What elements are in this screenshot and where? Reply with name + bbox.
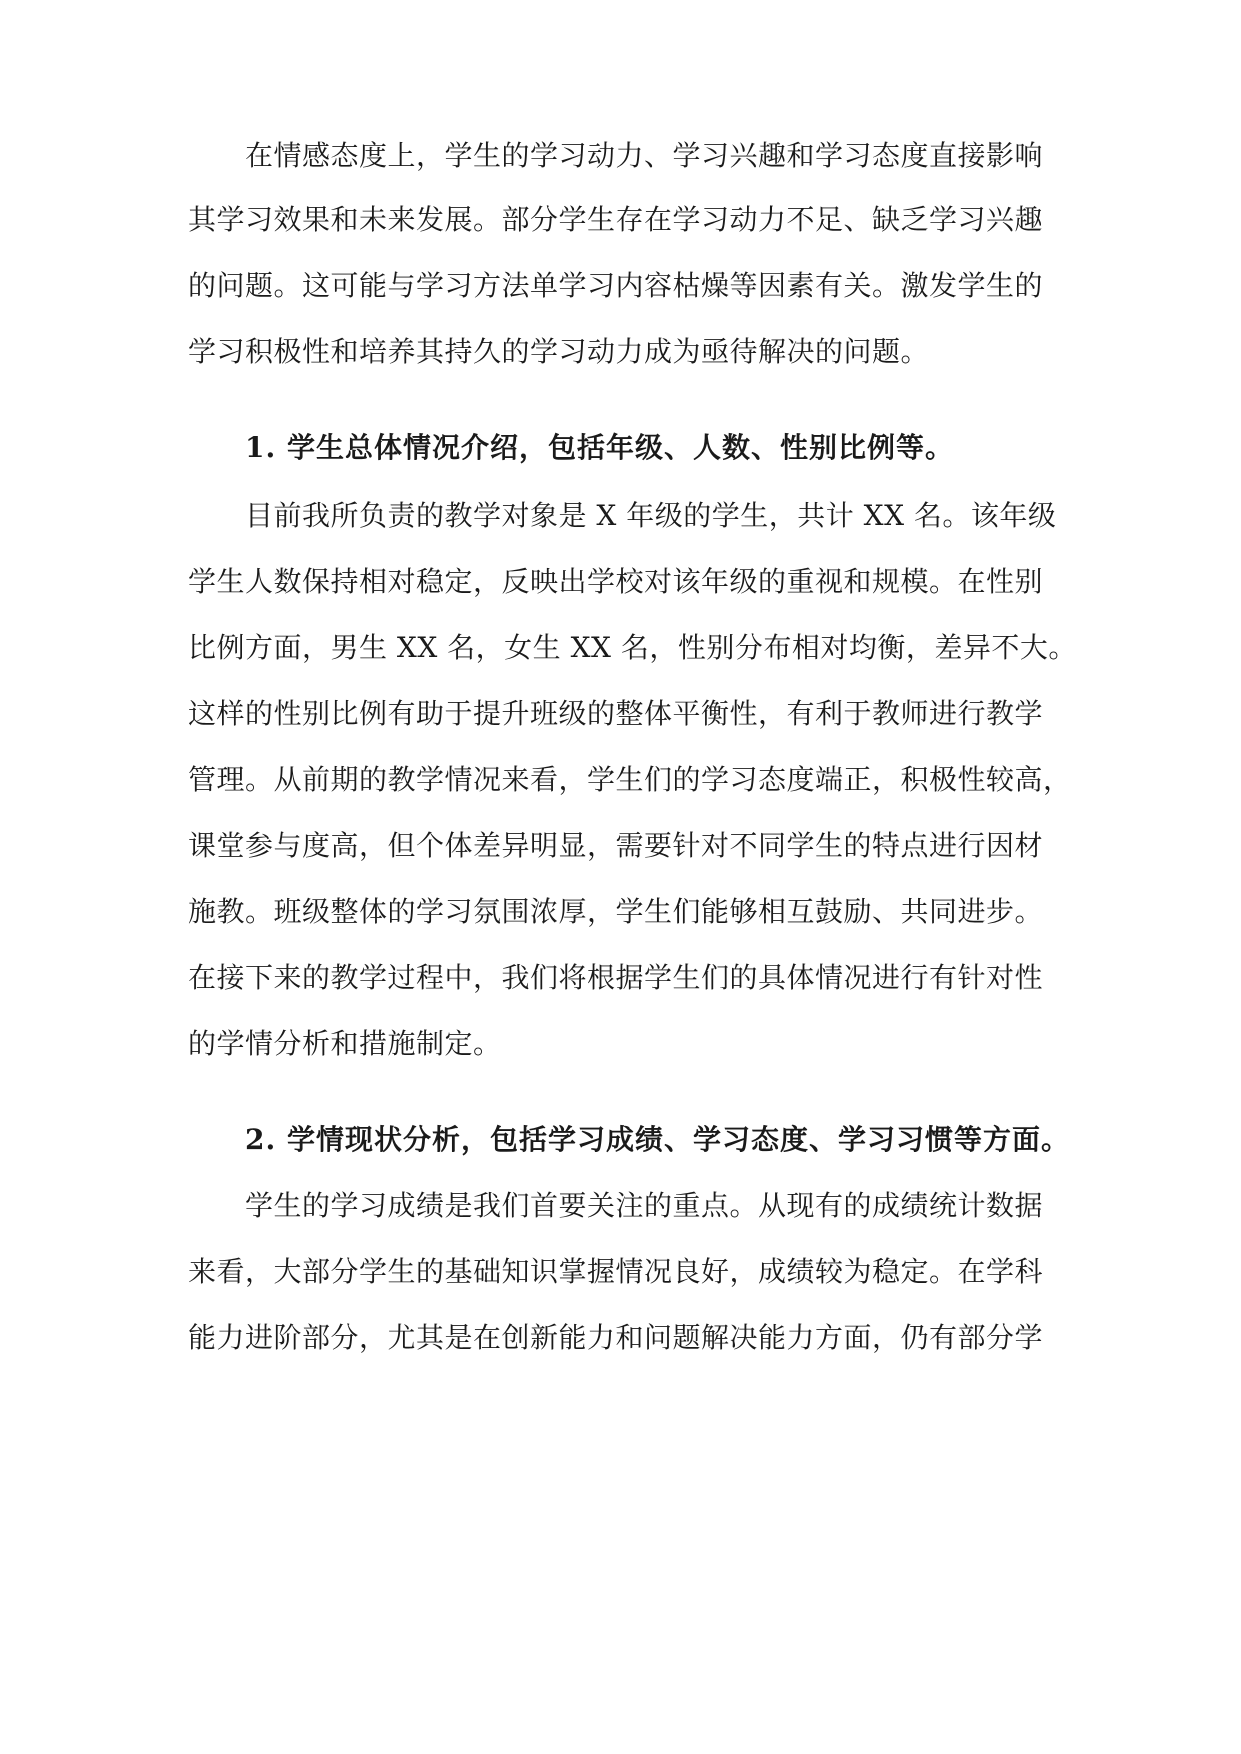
paragraph-line: 管理。从前期的教学情况来看，学生们的学习态度端正，积极性较高， [188, 763, 1072, 796]
paragraph-line: 其学习效果和未来发展。部分学生存在学习动力不足、缺乏学习兴趣 [188, 203, 1044, 236]
paragraph-line: 比例方面，男生 XX 名，女生 XX 名，性别分布相对均衡，差异不大。 [188, 631, 1077, 664]
section-heading-1: 1. 学生总体情况介绍，包括年级、人数、性别比例等。 [245, 431, 954, 464]
paragraph-line: 学习积极性和培养其持久的学习动力成为亟待解决的问题。 [188, 335, 930, 368]
paragraph-line: 学生人数保持相对稳定，反映出学校对该年级的重视和规模。在性别 [188, 565, 1044, 598]
paragraph-line: 施教。班级整体的学习氛围浓厚，学生们能够相互鼓励、共同进步。 [188, 895, 1044, 928]
paragraph-line: 来看，大部分学生的基础知识掌握情况良好，成绩较为稳定。在学科 [188, 1255, 1044, 1288]
paragraph-line: 的问题。这可能与学习方法单学习内容枯燥等因素有关。激发学生的 [188, 269, 1044, 302]
paragraph-line: 的学情分析和措施制定。 [188, 1027, 502, 1060]
paragraph-line: 学生的学习成绩是我们首要关注的重点。从现有的成绩统计数据 [245, 1189, 1044, 1222]
paragraph-line: 在情感态度上，学生的学习动力、学习兴趣和学习态度直接影响 [245, 139, 1044, 172]
paragraph-line: 这样的性别比例有助于提升班级的整体平衡性，有利于教师进行教学 [188, 697, 1044, 730]
paragraph-line: 在接下来的教学过程中，我们将根据学生们的具体情况进行有针对性 [188, 961, 1044, 994]
paragraph-line: 目前我所负责的教学对象是 X 年级的学生，共计 XX 名。该年级 [245, 499, 1057, 532]
section-heading-2: 2. 学情现状分析，包括学习成绩、学习态度、学习习惯等方面。 [245, 1123, 1070, 1156]
paragraph-line: 能力进阶部分，尤其是在创新能力和问题解决能力方面，仍有部分学 [188, 1321, 1044, 1354]
paragraph-line: 课堂参与度高，但个体差异明显，需要针对不同学生的特点进行因材 [188, 829, 1044, 862]
